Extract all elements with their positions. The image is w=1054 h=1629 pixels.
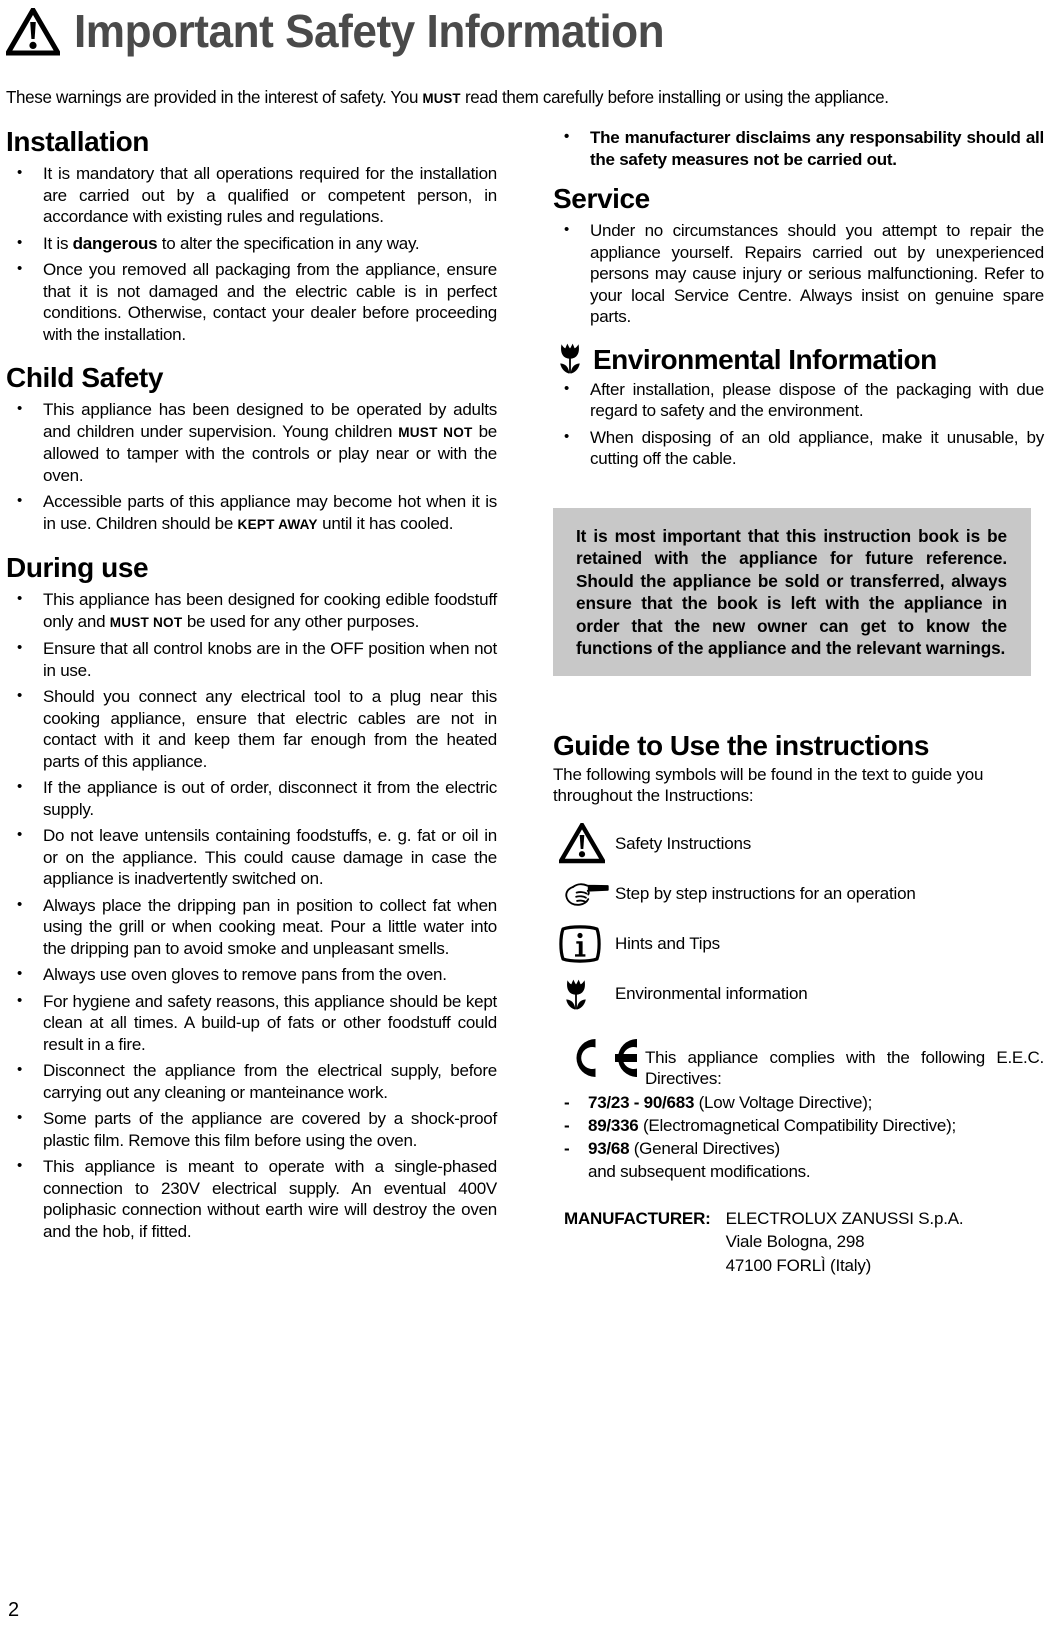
list-item: • For hygiene and safety reasons, this appliance should be kept clean at all times. A build-up of fats or other foodstuff could result in a fire. (6, 991, 497, 1056)
directive-code: 73/23 - 90/683 (588, 1092, 695, 1112)
ce-mark-icon (553, 1035, 645, 1086)
directive-code: 93/68 (588, 1138, 630, 1158)
manufacturer-disclaimer-list (553, 127, 1044, 170)
legend-row-environmental (553, 971, 1044, 1017)
list-item: • When disposing of an old appliance, make it unusable, by cutting off the cable. (553, 427, 1044, 470)
list-item: • Under no circumstances should you attempt to repair the appliance yourself. Repairs carried out by unexperienced persons may cause injury or serious malfunctioning. Refer to your local Service Centre. Always insist on genuine spare parts. (553, 220, 1044, 328)
right-column (553, 127, 1044, 1277)
warning-triangle-icon (553, 823, 615, 864)
guide-intro-text: The following symbols will be found in the text to guide you throughout the Instructions: (553, 764, 984, 805)
heading-child-safety: Child Safety (6, 362, 164, 393)
manufacturer-city: 47100 FORLÌ (Italy) (725, 1255, 872, 1275)
smallcaps-must-not: MUST NOT (398, 424, 473, 440)
smallcaps-kept-away: KEPT AWAY (237, 516, 318, 532)
list-item (6, 589, 497, 633)
smallcaps-must-not: MUST NOT (109, 614, 183, 630)
list-item: • Always use oven gloves to remove pans from the oven. (6, 964, 497, 986)
intro-text-part2: read them carefully before installing or using the appliance. (460, 87, 889, 107)
directive-desc: (Electromagnetical Compatibility Directive); (638, 1115, 957, 1135)
intro-smallcaps-must: MUST (422, 91, 461, 106)
legend-label: Safety Instructions (615, 834, 752, 853)
heading-text: Environmental Information (593, 343, 937, 375)
list-item-footnote: and subsequent modifications. (588, 1161, 811, 1181)
manufacturer-name: ELECTROLUX ZANUSSI S.p.A. (725, 1208, 964, 1228)
page-number: 2 (8, 1599, 20, 1621)
heading-service: Service (553, 183, 650, 214)
list-item: • Always place the dripping pan in position to collect fat when using the grill or when cooking meat. Pour a little water into the dripping pan to avoid smoke and unpleasant smells. (6, 895, 497, 960)
bullet-text-pre: This appliance has been designed for cooking edible foodstuff only and (43, 590, 497, 631)
list-item: • The manufacturer disclaims any responsability should all the safety measures not be carried out. (553, 127, 1044, 170)
list-item (553, 1114, 1044, 1137)
ce-text: This appliance complies with the following E.E.C. Directives: (645, 1047, 1044, 1088)
directive-desc: (General Directives) (629, 1138, 780, 1158)
environmental-bullets (553, 379, 1044, 470)
list-item (6, 491, 497, 535)
manufacturer-street: Viale Bologna, 298 (725, 1232, 865, 1251)
two-column-body (6, 127, 1048, 1277)
list-item: • After installation, please dispose of the packaging with due regard to safety and the environment. (553, 379, 1044, 422)
heading-environmental-information (553, 342, 1044, 375)
list-item: • Ensure that all control knobs are in the OFF position when not in use. (6, 638, 497, 681)
bullet-text-pre: Accessible parts of this appliance may become hot when it is in use. Children should be (43, 492, 497, 533)
bullet-text-post: until it has cooled. (317, 513, 454, 533)
bullet-text-post: be allowed to tamper with the controls or play near or with the oven. (43, 421, 497, 485)
installation-bullets (6, 163, 497, 345)
left-column (6, 127, 497, 1277)
manufacturer-block (553, 1207, 1044, 1278)
list-item: • This appliance is meant to operate with a single-phased connection to 230V electrical supply. An eventual 400V poliphasic connection without earth wire will destroy the oven and the hob, if fitted. (6, 1156, 497, 1242)
list-item (553, 1091, 1044, 1114)
list-item (6, 399, 497, 486)
ce-compliance-block (553, 1035, 1044, 1090)
manufacturer-address (726, 1207, 964, 1278)
legend-label: Environmental information (615, 984, 808, 1003)
list-item (553, 1137, 1044, 1160)
heading-guide-to-use: Guide to Use the instructions (553, 729, 929, 761)
ce-directives-list (553, 1091, 1044, 1183)
info-box-icon (553, 923, 615, 965)
intro-text-part1: These warnings are provided in the interest of safety. You (6, 87, 423, 107)
list-item: • It is mandatory that all operations required for the installation are carried out by a qualified or competent person, in accordance with existing rules and regulations. (6, 163, 497, 228)
bullet-text-bold: dangerous (72, 233, 158, 253)
directive-code: 89/336 (588, 1115, 639, 1135)
tulip-icon (553, 342, 587, 374)
bullet-text-pre: It is (43, 233, 73, 253)
directive-desc: (Low Voltage Directive); (694, 1092, 873, 1112)
tulip-icon (553, 978, 615, 1010)
list-item: • Disconnect the appliance from the electrical supply, before carrying out any cleaning or manteinance work. (6, 1060, 497, 1103)
service-bullets (553, 220, 1044, 328)
manufacturer-label: MANUFACTURER: (564, 1208, 711, 1228)
list-item: • Once you removed all packaging from the appliance, ensure that it is not damaged and the electric cable is in perfect conditions. Otherwise, contact your dealer before proceeding with the installation. (6, 259, 497, 345)
intro-paragraph (6, 87, 1032, 109)
heading-installation: Installation (6, 126, 149, 157)
page-header (6, 6, 1048, 68)
bullet-text-pre: This appliance has been designed to be operated by adults and children under supervision. Young children (43, 400, 497, 441)
notice-text: It is most important that this instruction book is be retained with the appliance for future reference. Should the appliance be sold or transferred, always ensure that the book is left with the appliance in order that the new owner can get to know the functions of the appliance and the relevant warnings. (576, 525, 1007, 658)
legend-label: Step by step instructions for an operation (615, 884, 916, 903)
page-title: Important Safety Information (74, 5, 665, 57)
legend-row-step-by-step (553, 871, 1044, 917)
list-item: • If the appliance is out of order, disconnect it from the electric supply. (6, 777, 497, 820)
pointing-hand-icon (553, 880, 615, 908)
legend-label: Hints and Tips (615, 934, 720, 953)
list-item: • Some parts of the appliance are covered by a shock-proof plastic film. Remove this film before using the oven. (6, 1108, 497, 1151)
legend-row-safety (553, 821, 1044, 867)
heading-during-use: During use (6, 552, 149, 583)
during-use-bullets (6, 589, 497, 1242)
list-item: • Do not leave untensils containing foodstuffs, e. g. fat or oil in or on the appliance. This could cause damage in case the appliance is inadvertently switched on. (6, 825, 497, 890)
warning-triangle-icon (6, 8, 60, 56)
child-safety-bullets (6, 399, 497, 535)
bullet-text-post: to alter the specification in any way. (157, 233, 420, 253)
bullet-text-post: be used for any other purposes. (182, 611, 420, 631)
list-item (6, 233, 497, 255)
retain-book-notice-box (553, 508, 1031, 676)
list-item: • Should you connect any electrical tool to a plug near this cooking appliance, ensure that electric cables are not in contact with it and keep them far enough from the heated parts of this appliance. (6, 686, 497, 772)
legend-row-hints-tips (553, 921, 1044, 967)
